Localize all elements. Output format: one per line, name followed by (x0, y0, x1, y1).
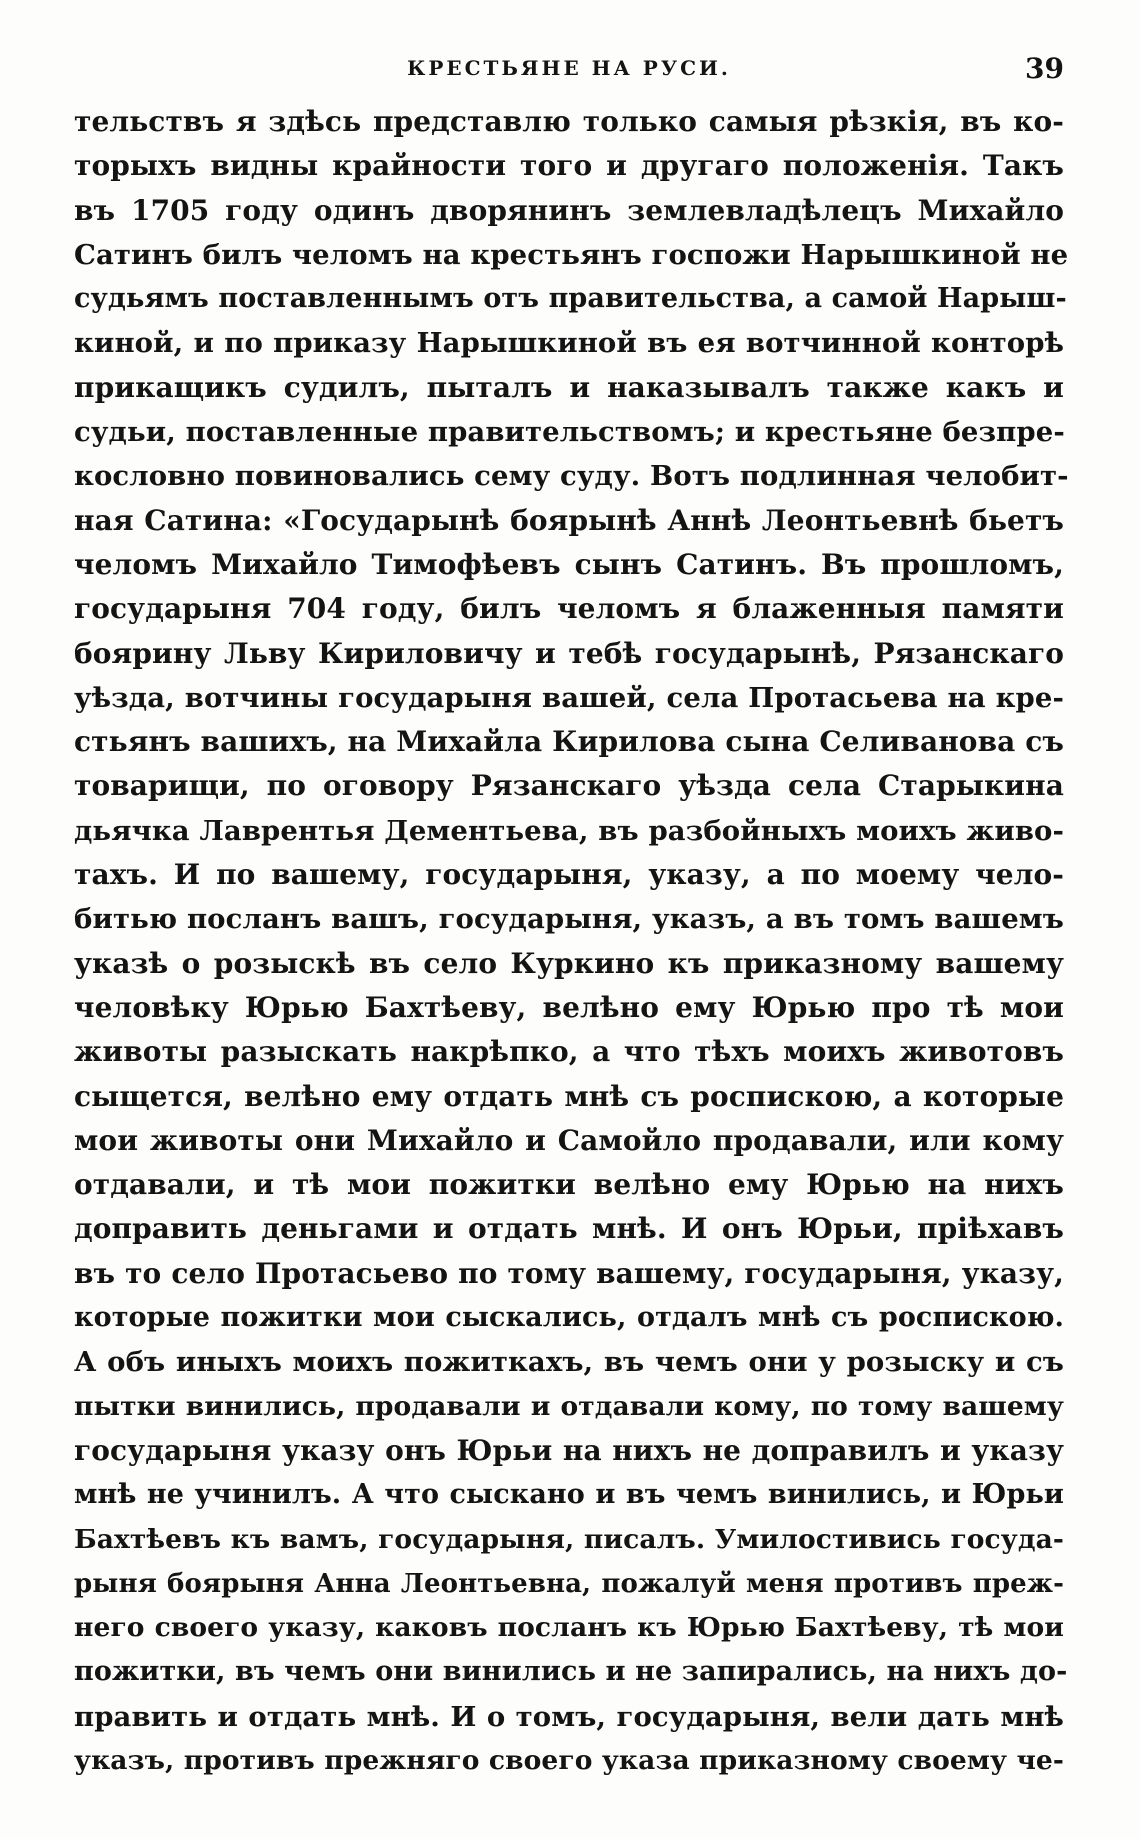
text-line: боярину Льву Кириловичу и тебѣ государынѣ, Рязанскаго (74, 636, 1064, 670)
running-head (74, 52, 1064, 92)
text-line: Бахтѣевъ къ вамъ, государыня, писалъ. Умилостивись госуда- (74, 1523, 1064, 1555)
text-line: животы разыскать накрѣпко, а что тѣхъ моихъ животовъ (74, 1035, 1064, 1069)
text-line: судьи, поставленные правительствомъ; и крестьяне безпре- (74, 416, 1065, 449)
text-line: А объ иныхъ моихъ пожиткахъ, въ чемъ они у розыску и съ (74, 1346, 1064, 1379)
text-line: человѣку Юрью Бахтѣеву, велѣно ему Юрью про тѣ мои (74, 990, 1064, 1024)
text-line: указъ, противъ прежняго своего указа приказному своему че- (74, 1744, 1064, 1776)
text-line: пытки винились, продавали и отдавали кому, по тому вашему (74, 1390, 1064, 1422)
text-line: государыня 704 году, билъ челомъ я блаженныя памяти (74, 592, 1064, 626)
text-line: торыхъ видны крайности того и другаго положенія. Такъ (74, 149, 1064, 183)
text-line: битью посланъ вашъ, государыня, указъ, а въ томъ вашемъ (74, 903, 1064, 936)
text-line: которые пожитки мои сыскались, отдалъ мнѣ съ роспискою. (74, 1302, 1064, 1334)
text-line: доправить деньгами и отдать мнѣ. И онъ Юрьи, пріѣхавъ (74, 1212, 1064, 1246)
text-line: товарищи, по оговору Рязанскаго уѣзда села Старыкина (74, 769, 1064, 803)
text-line: судьямъ поставленнымъ отъ правительства, а самой Нарыш- (74, 283, 1067, 315)
text-line: сыщется, велѣно ему отдать мнѣ съ роспискою, а которые (74, 1079, 1064, 1113)
text-line: стьянъ вашихъ, на Михайла Кирилова сына Селиванова съ (74, 725, 1064, 759)
text-line: прикащикъ судилъ, пыталъ и наказывалъ также какъ и (74, 370, 1064, 404)
text-line: Сатинъ билъ челомъ на крестьянъ госпожи Нарышкиной не (74, 238, 1069, 271)
text-line: тельствъ я здѣсь представлю только самыя рѣзкія, въ ко- (74, 105, 1064, 138)
text-line: ная Сатина: «Государынѣ боярынѣ Аннѣ Леонтьевнѣ бьетъ (74, 503, 1064, 537)
text-line: тахъ. И по вашему, государыня, указу, а по моему чело- (74, 858, 1064, 892)
page-number: 39 (1025, 52, 1064, 85)
running-title: КРЕСТЬЯНЕ НА РУСИ. (407, 56, 731, 80)
text-line: уѣзда, вотчины государыня вашей, села Протасьева на кре- (74, 681, 1064, 714)
text-line: кословно повиновались сему суду. Вотъ подлинная челобит- (74, 460, 1069, 493)
text-line: дьячка Лаврентья Дементьева, въ разбойныхъ моихъ живо- (74, 814, 1064, 847)
body-text (74, 100, 1069, 1783)
text-line: въ то село Протасьево по тому вашему, государыня, указу, (74, 1256, 1064, 1290)
text-line: мнѣ не учинилъ. А что сыскано и въ чемъ винились, и Юрьи (74, 1479, 1064, 1511)
text-line: государыня указу онъ Юрьи на нихъ не доправилъ и указу (74, 1433, 1064, 1467)
text-line: него своего указу, каковъ посланъ къ Юрью Бахтѣеву, тѣ мои (74, 1612, 1064, 1644)
text-line: мои животы они Михайло и Самойло продавали, или кому (74, 1123, 1064, 1157)
text-line: пожитки, въ чемъ они винились и не запирались, на нихъ до- (74, 1656, 1068, 1688)
text-line: въ 1705 году одинъ дворянинъ землевладѣлецъ Михайло (74, 193, 1064, 227)
text-line: указѣ о розыскѣ въ село Куркино къ приказному вашему (74, 946, 1064, 980)
text-line: править и отдать мнѣ. И о томъ, государыня, вели дать мнѣ (74, 1700, 1064, 1733)
text-line: рыня боярыня Анна Леонтьевна, пожалуй меня противъ преж- (74, 1568, 1064, 1599)
text-line: челомъ Михайло Тимофѣевъ сынъ Сатинъ. Въ прошломъ, (74, 547, 1064, 581)
text-line: отдавали, и тѣ мои пожитки велѣно ему Юрью на нихъ (74, 1168, 1064, 1202)
text-line: киной, и по приказу Нарышкиной въ ея вотчинной конторѣ (74, 327, 1064, 360)
